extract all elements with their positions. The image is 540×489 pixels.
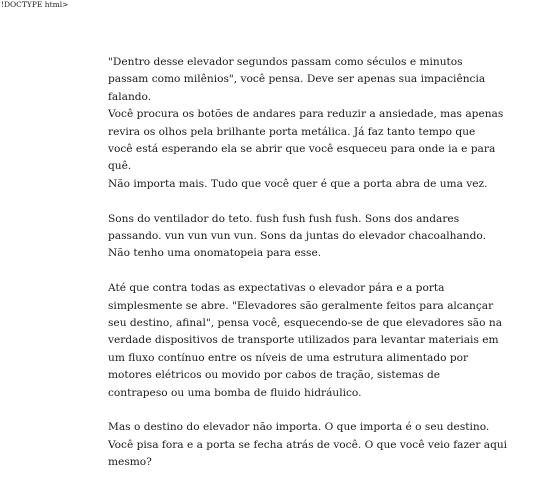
text-line: passando. vun vun vun vun. Sons da juntas do elevador chacoalhando. [108,230,486,243]
stray-doctype-text: !DOCTYPE html> [1,0,69,9]
text-line: Você pisa fora e a porta se fecha atrás de você. O que você veio fazer aqui [108,438,508,451]
text-line: falando. [108,90,152,103]
text-line: revira os olhos pela brilhante porta metálica. Já faz tanto tempo que [108,125,476,138]
text-line: quê. [108,160,132,173]
paragraph [108,280,503,402]
text-line: mesmo? [108,456,152,469]
paragraph [108,211,486,263]
text-line: Não importa mais. Tudo que você quer é que a porta abra de uma vez. [108,177,488,190]
text-line: motores elétricos ou movido por cabos de tração, sistemas de [108,369,441,382]
text-line: Mas o destino do elevador não importa. O que importa é o seu destino. [108,421,490,434]
text-line: simplesmente se abre. "Elevadores são geralmente feitos para alcançar [108,299,494,312]
text-line: Não tenho uma onomatopeia para esse. [108,247,322,260]
text-line: "Dentro desse elevador segundos passam como séculos e minutos [108,56,463,68]
text-line: contrapeso ou uma bomba de fluido hidráulico. [108,386,362,399]
text-line: passam como milênios", você pensa. Deve ser apenas sua impaciência [108,73,486,86]
text-line: Você procura os botões de andares para reduzir a ansiedade, mas apenas [108,108,504,121]
paragraph [108,419,508,471]
paragraph [108,54,504,193]
text-line: verdade dispositivos de transporte utilizados para levantar materiais em [108,334,499,347]
story-text [108,54,508,489]
text-line: Até que contra todas as expectativas o elevador pára e a porta [108,282,445,295]
text-line: seu destino, afinal", pensa você, esquecendo-se de que elevadores são na [108,317,503,330]
text-line: você está esperando ela se abrir que você esqueceu para onde ia e para [108,143,496,156]
text-line: um fluxo contínuo entre os níveis de uma estrutura alimentado por [108,351,469,364]
text-line: Sons do ventilador do teto. fush fush fush fush. Sons dos andares [108,212,460,225]
